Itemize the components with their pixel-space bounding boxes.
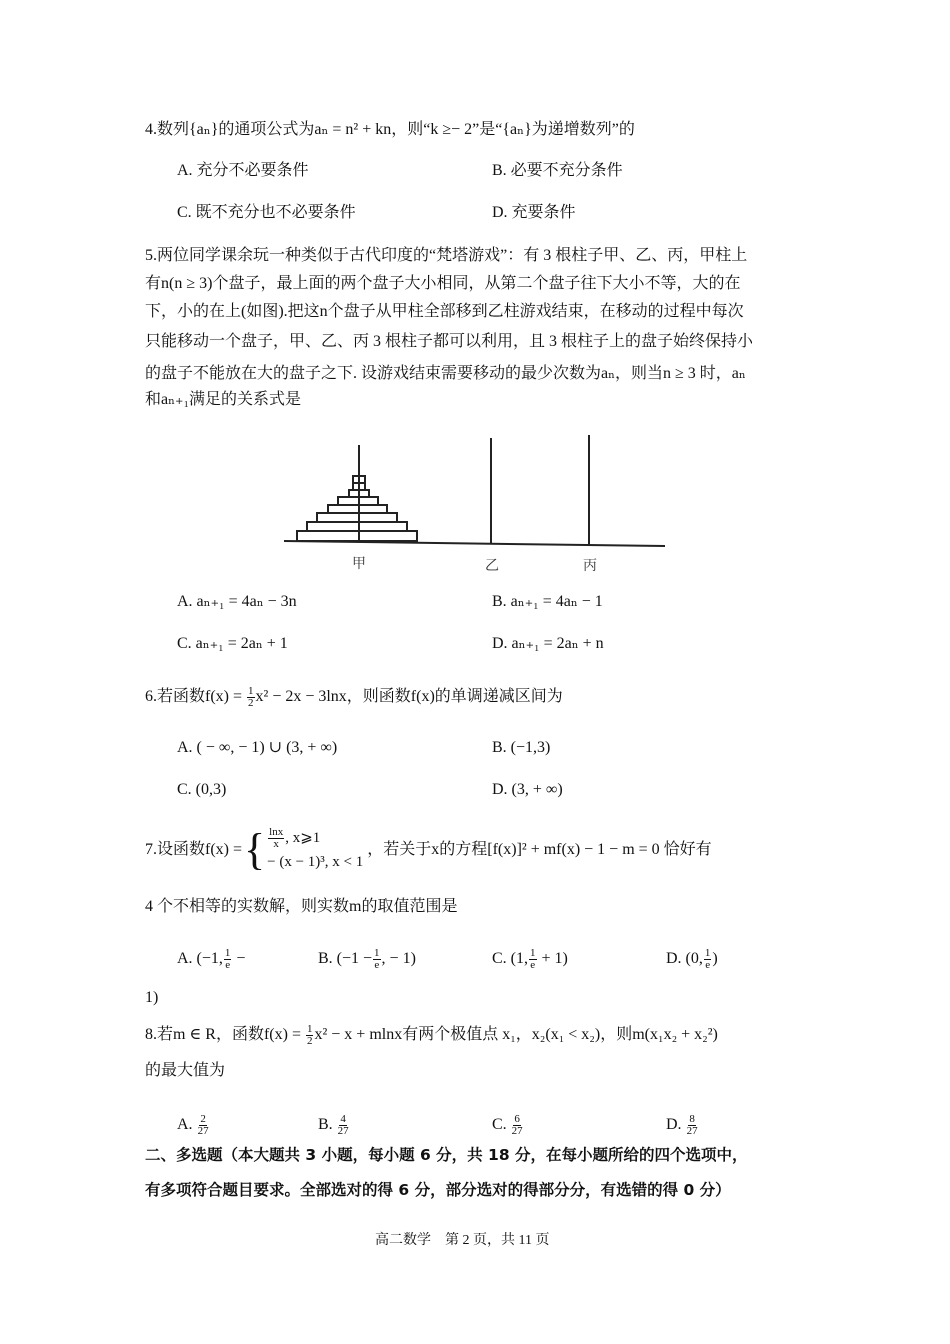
q7-piecewise bbox=[244, 826, 363, 874]
q5-line: 只能移动一个盘子，甲、乙、丙 3 根柱子都可以利用，且 3 根柱子上的盘子始终保持小 bbox=[145, 333, 754, 350]
q4-option-b: B. 必要不充分条件 bbox=[492, 162, 623, 179]
q4-stem: 4.数列{aₙ}的通项公式为aₙ = n² + kn，则“k ≥− 2”是“{aₙ}为递增数列”的 bbox=[145, 121, 635, 138]
q7-line-2: 4 个不相等的实数解，则实数m的取值范围是 bbox=[145, 898, 458, 915]
q7-stem-b: ，若关于x的方程[f(x)]² + mf(x) − 1 − m = 0 恰好有 bbox=[367, 841, 712, 858]
q7-case-1 bbox=[267, 826, 363, 850]
section-header-line-1: 二、多选题（本大题共 3 小题，每小题 6 分，共 18 分，在每小题所给的四个选项中， bbox=[145, 1146, 748, 1164]
q7-option-a: A. (−1, $\frac{1}{e}$ − bbox=[177, 947, 246, 971]
q5-line: 和aₙ₊₁满足的关系式是 bbox=[145, 391, 302, 408]
q7-option-d: D. (0, $\frac{1}{e}$ ) bbox=[666, 947, 718, 971]
q5-line: 有n(n ≥ 3)个盘子，最上面的两个盘子大小相同，从第二个盘子往下大小不等，大的在 bbox=[145, 275, 741, 292]
case-1-condition: , x⩾1 bbox=[285, 830, 321, 846]
q7-wrap: 1) bbox=[145, 989, 159, 1006]
q7-stem-a: 7.设函数f(x) = bbox=[145, 841, 243, 858]
fraction bbox=[247, 686, 255, 709]
q4-option-d: D. 充要条件 bbox=[492, 204, 576, 221]
peg-label-bing: 丙 bbox=[583, 559, 597, 574]
peg-label-yi: 乙 bbox=[485, 559, 499, 574]
q5-option-a: A. aₙ₊₁ = 4aₙ − 3n bbox=[177, 593, 297, 610]
q4-option-c: C. 既不充分也不必要条件 bbox=[177, 204, 356, 221]
page-footer: 高二数学 第 2 页，共 11 页 bbox=[375, 1233, 550, 1248]
q5-option-d: D. aₙ₊₁ = 2aₙ + n bbox=[492, 635, 604, 652]
q6-stem bbox=[145, 686, 563, 709]
q5-line: 的盘子不能放在大的盘子之下. 设游戏结束需要移动的最少次数为aₙ，则当n ≥ 3 时，aₙ bbox=[145, 365, 746, 382]
q7-option-b: B. (−1 − $\frac{1}{e}$ , − 1) bbox=[318, 947, 416, 971]
q6-option-c: C. (0,3) bbox=[177, 781, 227, 798]
q4-option-a: A. 充分不必要条件 bbox=[177, 162, 309, 179]
tower-of-hanoi-figure bbox=[280, 430, 670, 580]
section-header-line-2: 有多项符合题目要求。全部选对的得 6 分，部分选对的得部分分，有选错的得 0 分） bbox=[145, 1181, 731, 1199]
q8-option-b: B. $\frac{4}{27}$ bbox=[318, 1113, 349, 1137]
q6-option-b: B. (−1,3) bbox=[492, 739, 551, 756]
q5-option-c: C. aₙ₊₁ = 2aₙ + 1 bbox=[177, 635, 288, 652]
fraction bbox=[268, 827, 284, 850]
q8-line-2: 的最大值为 bbox=[145, 1062, 226, 1079]
peg-label-jia: 甲 bbox=[352, 557, 366, 572]
brace: { bbox=[244, 825, 266, 874]
q8-option-c: C. $\frac{6}{27}$ bbox=[492, 1113, 523, 1137]
numerator: lnx bbox=[269, 825, 284, 838]
denominator: 2 bbox=[248, 697, 254, 709]
q7-stem bbox=[145, 826, 712, 874]
q6-option-d: D. (3, + ∞) bbox=[492, 781, 563, 798]
q5-option-b: B. aₙ₊₁ = 4aₙ − 1 bbox=[492, 593, 603, 610]
q5-line: 5.两位同学课余玩一种类似于古代印度的“梵塔游戏”：有 3 根柱子甲、乙、丙，甲柱上 bbox=[145, 247, 748, 264]
q7-case-2: − (x − 1)³, x < 1 bbox=[267, 854, 364, 870]
q7-option-c: C. (1, $\frac{1}{e}$ + 1) bbox=[492, 947, 568, 971]
q6-option-a: A. ( − ∞, − 1) ∪ (3, + ∞) bbox=[177, 739, 338, 756]
numerator: 1 bbox=[248, 685, 254, 697]
q8-option-d: D. $\frac{8}{27}$ bbox=[666, 1113, 698, 1137]
q8-stem: 8.若m ∈ R，函数f(x) = $\frac{1}{2}$ x² − x + mlnx有两个极值点 x₁，x₂(x₁ < x₂)，则m(x₁x₂ + x₂²) bbox=[145, 1023, 718, 1047]
q7-cases bbox=[267, 826, 363, 874]
q5-line: 下，小的在上(如图).把这n个盘子从甲柱全部移到乙柱游戏结束，在移动的过程中每次 bbox=[145, 303, 744, 320]
q6-stem-b: x² − 2x − 3lnx，则函数f(x)的单调递减区间为 bbox=[255, 688, 563, 706]
q8-option-a: A. $\frac{2}{27}$ bbox=[177, 1113, 209, 1137]
denominator: x bbox=[273, 837, 279, 850]
q6-stem-a: 6.若函数f(x) = bbox=[145, 688, 247, 706]
